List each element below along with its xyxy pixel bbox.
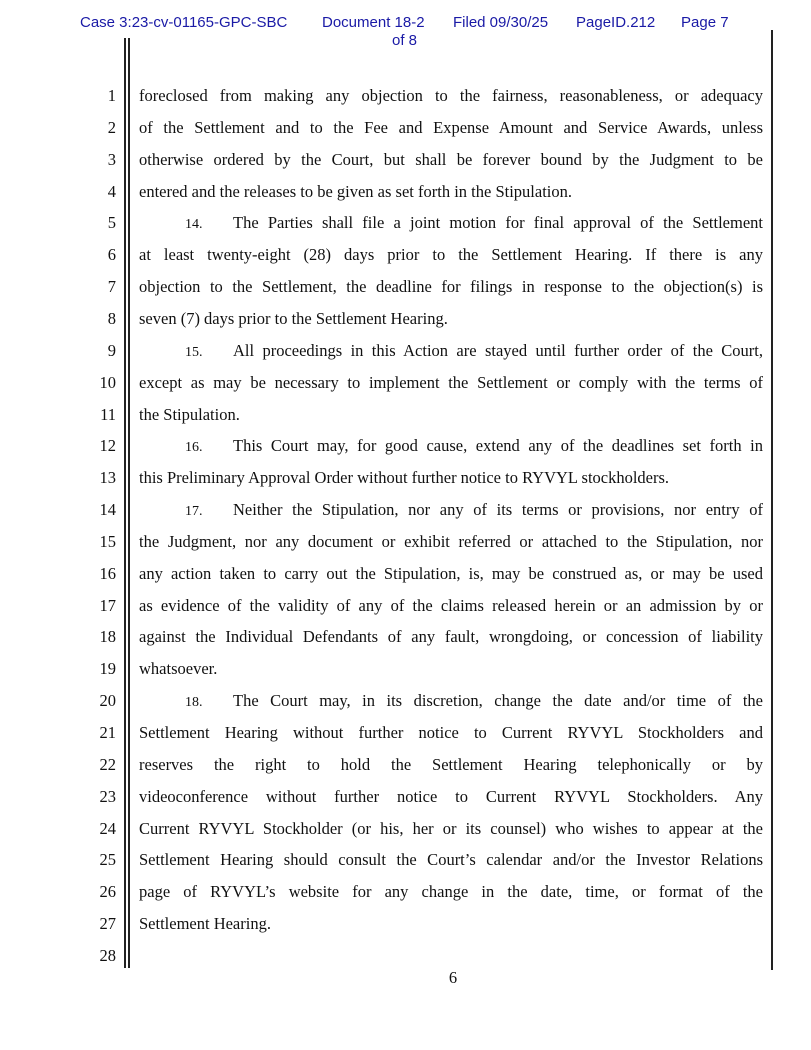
line-number: 12 bbox=[99, 436, 116, 456]
text-line: foreclosed from making any objection to the fairness, reasonableness, or adequacy bbox=[139, 86, 763, 105]
text-line: videoconference without further notice to Current RYVYL Stockholders. Any bbox=[139, 786, 763, 806]
line-number: 2 bbox=[107, 117, 116, 137]
page-number: 6 bbox=[448, 968, 458, 987]
line-number: 7 bbox=[107, 277, 116, 297]
page-of: Page 7 bbox=[681, 14, 729, 31]
paragraph-text: Neither the Stipulation, nor any of its terms or provisions, nor entry of bbox=[233, 500, 763, 520]
line-number: 11 bbox=[100, 404, 116, 424]
paragraph-number: 15. bbox=[185, 344, 203, 360]
text-line: Settlement Hearing. bbox=[139, 914, 271, 934]
line-number: 28 bbox=[99, 945, 116, 965]
paragraph-number: 17. bbox=[185, 504, 203, 520]
paragraph-text: The Court may, in its discretion, change the date and/or time of the bbox=[233, 691, 763, 711]
page-total: of 8 bbox=[392, 32, 418, 49]
line-number: 3 bbox=[107, 149, 116, 169]
line-number: 25 bbox=[99, 850, 116, 870]
text-line: whatsoever. bbox=[139, 659, 218, 679]
text-line: seven (7) days prior to the Settlement Hearing. bbox=[139, 308, 448, 328]
paragraph-text: All proceedings in this Action are stayed until further order of the Court, bbox=[233, 340, 763, 360]
line-number: 19 bbox=[99, 659, 116, 679]
line-number: 21 bbox=[99, 723, 116, 742]
text-line bbox=[139, 341, 763, 363]
text-line: Settlement Hearing should consult the Court’s calendar and/or the Investor Relations bbox=[139, 850, 763, 870]
document-number: Document 18-2 bbox=[322, 14, 425, 31]
text-line: except as may be necessary to implement the Settlement or comply with the terms of bbox=[139, 372, 763, 392]
text-line: Settlement Hearing without further notice to Current RYVYL Stockholders and bbox=[139, 723, 763, 742]
line-number: 24 bbox=[99, 818, 116, 838]
text-line: otherwise ordered by the Court, but shall be forever bound by the Judgment to be bbox=[139, 149, 763, 169]
text-line: entered and the releases to be given as set forth in the Stipulation. bbox=[139, 181, 572, 201]
page-id: PageID.212 bbox=[576, 14, 656, 31]
text-line bbox=[139, 213, 763, 235]
line-number: 23 bbox=[99, 786, 116, 806]
case-number: Case 3:23-cv-01165-GPC-SBC bbox=[80, 14, 288, 31]
line-number: 8 bbox=[107, 308, 116, 328]
line-number: 15 bbox=[99, 531, 116, 551]
text-line bbox=[139, 436, 763, 458]
line-number: 13 bbox=[99, 468, 116, 488]
text-line: as evidence of the validity of any of the claims released herein or an admission by or bbox=[139, 595, 763, 615]
line-number: 5 bbox=[107, 213, 116, 233]
paragraph-number: 14. bbox=[185, 217, 203, 233]
right-margin-rule bbox=[771, 30, 773, 970]
line-number: 18 bbox=[99, 627, 116, 647]
text-line bbox=[139, 500, 763, 522]
text-line: objection to the Settlement, the deadline for filings in response to the objection(s) is bbox=[139, 277, 763, 297]
line-number: 10 bbox=[99, 372, 116, 392]
paragraph-number: 16. bbox=[185, 440, 203, 456]
text-line: the Judgment, nor any document or exhibit referred or attached to the Stipulation, nor bbox=[139, 531, 763, 551]
line-number: 14 bbox=[99, 500, 116, 520]
text-line: this Preliminary Approval Order without further notice to RYVYL stockholders. bbox=[139, 468, 670, 488]
line-number: 9 bbox=[107, 340, 116, 360]
text-line: page of RYVYL’s website for any change in the date, time, or format of the bbox=[139, 882, 763, 902]
line-number: 26 bbox=[99, 882, 116, 902]
line-number: 4 bbox=[107, 181, 116, 201]
line-number: 16 bbox=[99, 563, 116, 583]
text-line: against the Individual Defendants of any fault, wrongdoing, or concession of liability bbox=[139, 627, 763, 647]
paragraph-number: 18. bbox=[185, 695, 203, 711]
line-number: 22 bbox=[99, 754, 116, 774]
text-line bbox=[139, 691, 763, 713]
line-number: 1 bbox=[107, 86, 116, 105]
paragraph-text: This Court may, for good cause, extend any of the deadlines set forth in bbox=[233, 436, 763, 456]
filed-date: Filed 09/30/25 bbox=[453, 14, 549, 31]
text-line: reserves the right to hold the Settlement Hearing telephonically or by bbox=[139, 754, 763, 774]
line-number: 27 bbox=[99, 914, 116, 934]
text-line: Current RYVYL Stockholder (or his, her or its counsel) who wishes to appear at the bbox=[139, 818, 763, 838]
line-number: 20 bbox=[99, 691, 116, 711]
paragraph-text: The Parties shall file a joint motion for final approval of the Settlement bbox=[233, 213, 763, 233]
text-line: of the Settlement and to the Fee and Expense Amount and Service Awards, unless bbox=[139, 117, 763, 137]
line-number: 17 bbox=[99, 595, 116, 615]
left-margin-rule-inner bbox=[128, 38, 130, 968]
line-number: 6 bbox=[107, 245, 116, 265]
text-line: any action taken to carry out the Stipulation, is, may be construed as, or may be used bbox=[139, 563, 763, 583]
text-line: at least twenty-eight (28) days prior to the Settlement Hearing. If there is any bbox=[139, 245, 763, 265]
left-margin-rule-outer bbox=[124, 38, 126, 968]
text-line: the Stipulation. bbox=[139, 404, 240, 424]
